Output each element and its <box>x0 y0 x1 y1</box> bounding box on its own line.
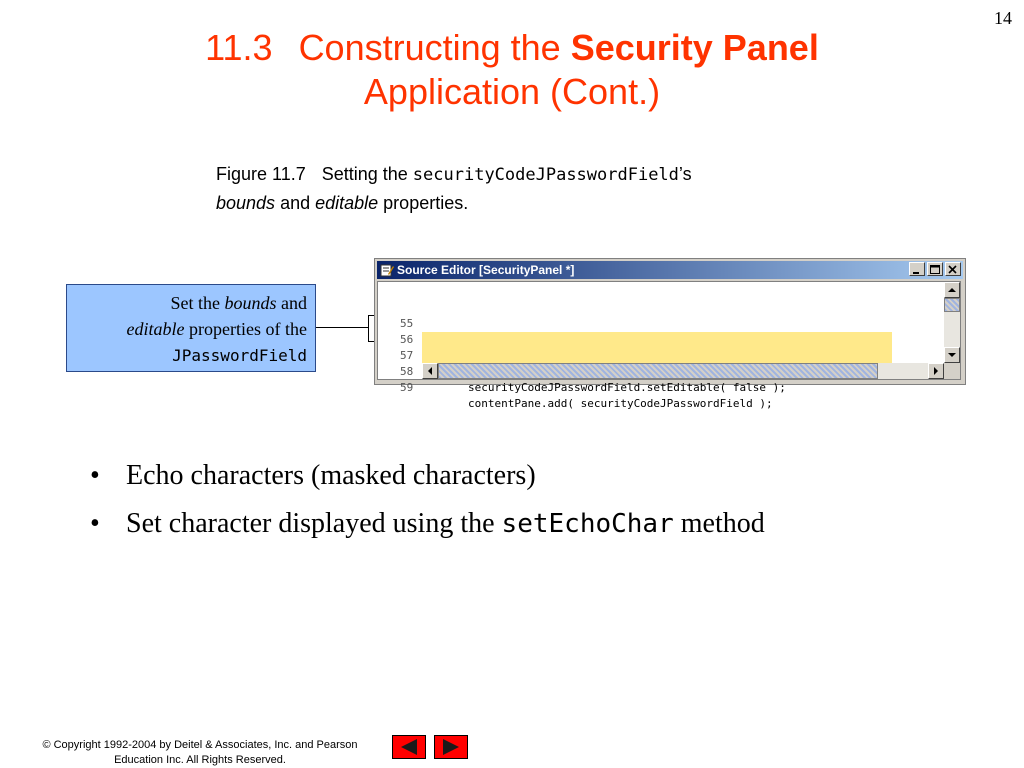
bullet-code: setEchoChar <box>501 509 674 539</box>
minimize-button[interactable] <box>909 262 925 276</box>
bullet-text-post: method <box>673 508 765 539</box>
copyright-line-1: © Copyright 1992-2004 by Deitel & Associates, Inc. and Pearson <box>42 739 358 751</box>
caption-and: and <box>275 193 316 213</box>
caption-bounds: bounds <box>216 193 276 213</box>
caption-line-2 <box>216 189 692 217</box>
figure-label: Figure 11.7 <box>216 164 306 184</box>
bullet-dot: • <box>90 460 100 491</box>
horizontal-scroll-thumb[interactable] <box>438 363 878 379</box>
caption-properties: properties. <box>378 193 469 213</box>
horizontal-scrollbar[interactable] <box>422 363 944 379</box>
vertical-scrollbar[interactable] <box>944 282 960 363</box>
arrow-right-icon <box>435 736 467 758</box>
window-titlebar[interactable] <box>377 261 963 279</box>
scroll-corner <box>944 363 960 379</box>
connector-vertical <box>368 315 369 341</box>
callout-class: JPasswordField <box>172 346 307 365</box>
bullet-dot: • <box>90 508 100 539</box>
callout-line-1 <box>71 290 307 316</box>
arrow-left-icon <box>423 364 437 378</box>
callout-set-the: Set the <box>170 293 225 313</box>
close-icon <box>946 264 960 276</box>
title-bold: Security Panel <box>570 27 819 68</box>
caption-editable: editable <box>315 193 379 213</box>
slide-title <box>0 26 1024 114</box>
line-number: 55 <box>400 317 414 330</box>
arrow-down-icon <box>945 348 959 362</box>
scroll-up-button[interactable] <box>944 282 960 298</box>
arrow-up-icon <box>945 283 959 297</box>
bullet-text: Echo characters (masked characters) <box>126 460 536 491</box>
previous-slide-button[interactable] <box>392 735 426 759</box>
callout-line-2 <box>71 316 307 342</box>
minimize-icon <box>910 264 924 276</box>
copyright-footer <box>14 738 386 768</box>
caption-line-1 <box>216 160 692 189</box>
code-line-55[interactable] <box>378 284 944 330</box>
line-number: 56 <box>400 333 414 346</box>
callout-box <box>66 284 316 372</box>
code-text: securityCodeJPasswordField.setEditable( false ); <box>468 381 786 394</box>
callout-and: and <box>276 293 307 313</box>
figure-caption <box>216 160 692 217</box>
bullet-text-pre: Set character displayed using the <box>126 508 502 539</box>
source-editor-window <box>374 258 966 410</box>
bullet-list <box>90 452 765 548</box>
arrow-left-icon <box>393 736 425 758</box>
caption-setting: Setting the <box>321 164 413 184</box>
line-number: 57 <box>400 349 414 362</box>
title-prefix: Constructing the <box>298 27 571 68</box>
bullet-item-echo <box>90 452 765 500</box>
title-line-2: Application (Cont.) <box>363 71 661 112</box>
scroll-left-button[interactable] <box>422 363 438 379</box>
callout-line-3 <box>71 342 307 369</box>
window-buttons <box>909 262 961 276</box>
editor-icon <box>380 263 394 277</box>
section-number: 11.3 <box>205 27 273 68</box>
page-number: 14 <box>994 8 1012 28</box>
code-editor[interactable] <box>377 281 961 410</box>
scroll-down-button[interactable] <box>944 347 960 363</box>
line-number: 59 <box>400 381 414 394</box>
connector-horizontal <box>316 327 368 328</box>
callout-properties-of: properties of the <box>184 319 307 339</box>
line-number: 58 <box>400 365 414 378</box>
maximize-button[interactable] <box>927 262 943 276</box>
caption-possessive: ’s <box>678 164 692 184</box>
copyright-line-2: Education Inc. All Rights Reserved. <box>114 754 286 766</box>
next-slide-button[interactable] <box>434 735 468 759</box>
caption-field: securityCodeJPasswordField <box>412 165 679 185</box>
bullet-item-set-char <box>90 500 765 548</box>
callout-bounds: bounds <box>224 293 277 313</box>
arrow-right-icon <box>929 364 943 378</box>
callout-editable: editable <box>126 319 185 339</box>
scroll-right-button[interactable] <box>928 363 944 379</box>
maximize-icon <box>928 264 942 276</box>
code-text: contentPane.add( securityCodeJPasswordField ); <box>468 397 773 410</box>
vertical-scroll-thumb[interactable] <box>944 298 960 312</box>
window-title: Source Editor [SecurityPanel *] <box>397 263 575 277</box>
title-line-1 <box>0 26 1024 70</box>
close-button[interactable] <box>945 262 961 276</box>
